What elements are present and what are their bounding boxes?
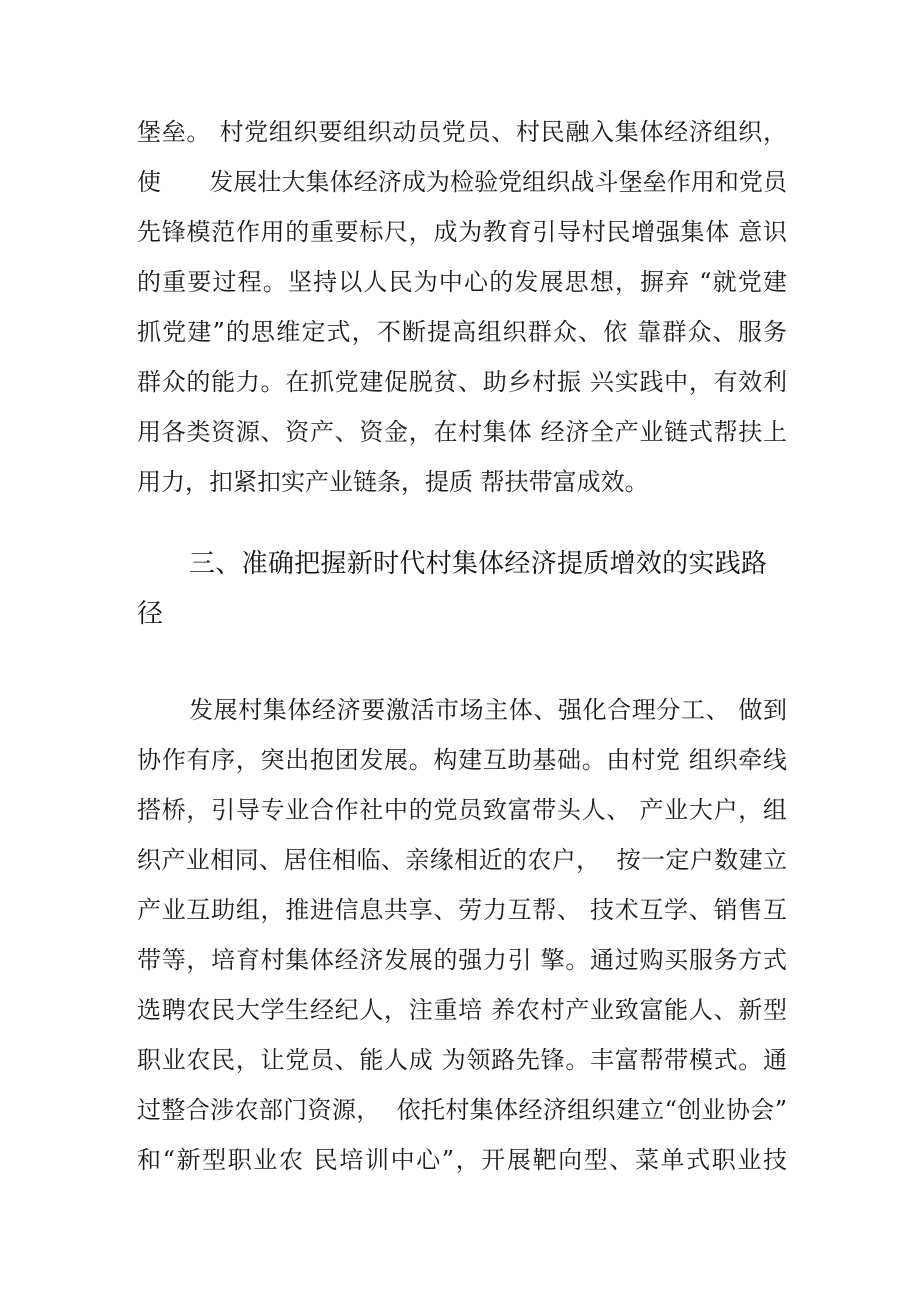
heading-line: 径 [137,599,164,629]
paragraph-line: 搭桥，引导专业合作社中的党员致富带头人、 产业大户，组 [137,796,787,824]
paragraph-line: 产业互助组，推进信息共享、劳力互帮、 技术互学、销售互 [137,896,787,924]
paragraph-line: 用各类资源、资产、资金，在村集体 经济全产业链式帮扶上 [137,418,787,446]
paragraph-line: 选聘农民大学生经纪人，注重培 养农村产业致富能人、新型 [137,996,787,1024]
paragraph-line: 协作有序，突出抱团发展。构建互助基础。由村党 组织牵线 [137,746,787,774]
paragraph-line: 用力，扣紧扣实产业链条，提质 帮扶带富成效。 [137,468,649,496]
paragraph-line: 使 发展壮大集体经济成为检验党组织战斗堡垒作用和党员 [137,168,787,196]
heading-line: 三、准确把握新时代村集体经济提质增效的实践路 [189,549,767,579]
paragraph-line: 带等，培育村集体经济发展的强力引 擎。通过购买服务方式 [137,946,787,974]
paragraph-line: 的重要过程。坚持以人民为中心的发展思想，摒弃 “就党建 [137,268,787,296]
paragraph-line: 过整合涉农部门资源， 依托村集体经济组织建立“创业协会” [137,1096,787,1124]
paragraph-line: 职业农民，让党员、能人成 为领路先锋。丰富帮带模式。通 [137,1046,787,1074]
paragraph-line: 群众的能力。在抓党建促脱贫、助乡村振 兴实践中，有效利 [137,368,787,396]
paragraph-line: 织产业相同、居住相临、亲缘相近的农户， 按一定户数建立 [137,846,787,874]
paragraph-line: 发展村集体经济要激活市场主体、强化合理分工、 做到 [189,696,787,724]
paragraph-line: 堡垒。 村党组织要组织动员党员、村民融入集体经济组织， [137,118,787,146]
paragraph-line: 抓党建”的思维定式，不断提高组织群众、依 靠群众、服务 [137,318,787,346]
paragraph-line: 先锋模范作用的重要标尺，成为教育引导村民增强集体 意识 [137,218,787,246]
paragraph-line: 和“新型职业农 民培训中心”，开展靶向型、菜单式职业技 [137,1146,787,1174]
